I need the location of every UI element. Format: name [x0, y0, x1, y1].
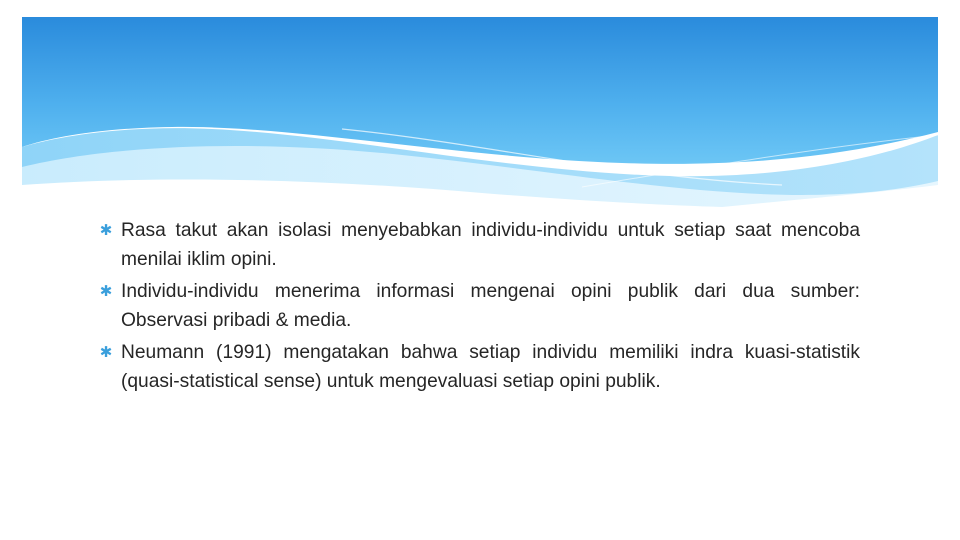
bullet-text: Rasa takut akan isolasi menyebabkan individu-individu untuk setiap saat mencoba menilai iklim opini. [121, 220, 860, 270]
asterisk-icon: ✱ [99, 283, 113, 300]
wave-decoration [22, 17, 938, 207]
bullet-list [98, 216, 860, 396]
bullet-item [98, 277, 860, 335]
asterisk-icon: ✱ [99, 344, 113, 361]
slide-body [98, 216, 860, 399]
bullet-item [98, 338, 860, 396]
bullet-item [98, 216, 860, 274]
bullet-text: Neumann (1991) mengatakan bahwa setiap individu memiliki indra kuasi-statistik (quasi-statistical sense) untuk mengevaluasi setiap opini publik. [121, 342, 860, 392]
asterisk-icon: ✱ [99, 222, 113, 239]
bullet-text: Individu-individu menerima informasi mengenai opini publik dari dua sumber: Observasi pribadi & media. [121, 281, 860, 331]
header-wave-banner [22, 17, 938, 207]
